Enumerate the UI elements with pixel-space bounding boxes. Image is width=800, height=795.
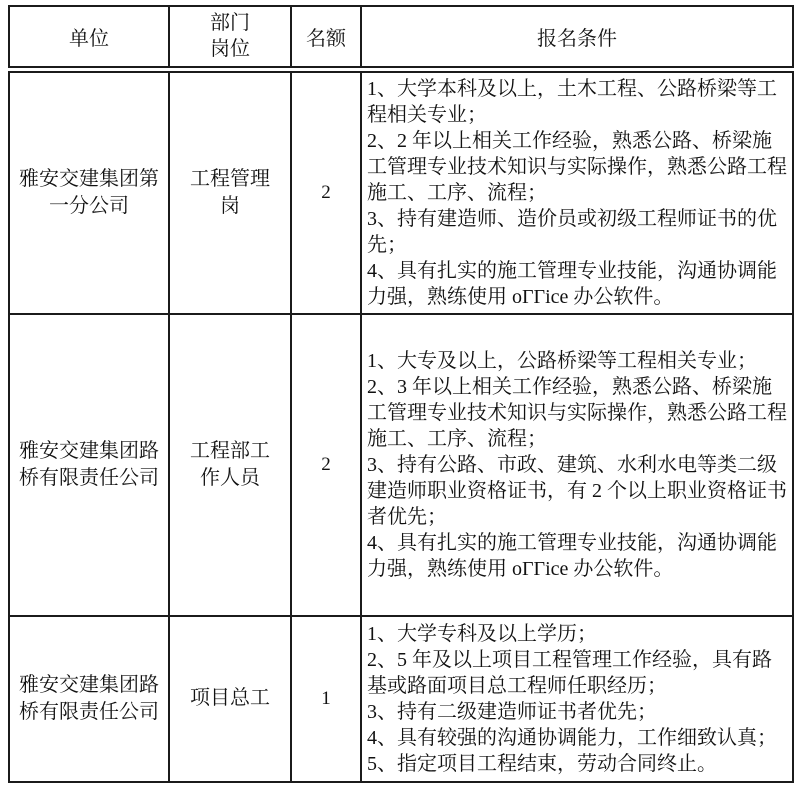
table-row <box>9 314 793 616</box>
condition-item: 2、5 年及以上项目工程管理工作经验，具有路基或路面项目总工程师任职经历； <box>367 648 772 697</box>
condition-item: 2、2 年以上相关工作经验，熟悉公路、桥梁施工管理专业技术知识与实际操作，熟悉公路工程施工、工序、流程； <box>367 129 787 204</box>
position-cell: 工程管理岗 <box>169 69 291 314</box>
header-unit-label: 单位 <box>69 27 109 50</box>
header-department-position-label: 部门岗位 <box>210 12 250 61</box>
header-conditions-label: 报名条件 <box>537 27 617 50</box>
condition-item: 1、大专及以上，公路桥梁等工程相关专业； <box>367 349 757 372</box>
header-quota <box>291 6 361 69</box>
condition-item: 4、具有较强的沟通协调能力，工作细致认真； <box>367 726 777 749</box>
condition-item: 2、3 年以上相关工作经验，熟悉公路、桥梁施工管理专业技术知识与实际操作，熟悉公路工程施工、工序、流程； <box>367 375 787 450</box>
table-row <box>9 69 793 314</box>
header-conditions <box>361 6 793 69</box>
table-row <box>9 616 793 782</box>
conditions-cell <box>361 616 793 782</box>
conditions-cell <box>361 69 793 314</box>
condition-item: 4、具有扎实的施工管理专业技能，沟通协调能力强，熟练使用 oΓΓice 办公软件。 <box>367 531 777 580</box>
header-quota-label: 名额 <box>306 27 346 50</box>
recruitment-table <box>8 5 794 783</box>
unit-cell: 雅安交建集团第一分公司 <box>9 69 169 314</box>
position-cell: 项目总工 <box>169 616 291 782</box>
unit-cell: 雅安交建集团路桥有限责任公司 <box>9 314 169 616</box>
header-department-position <box>169 6 291 69</box>
header-row <box>9 6 793 69</box>
condition-item: 5、指定项目工程结束，劳动合同终止。 <box>367 752 717 775</box>
condition-item: 3、持有公路、市政、建筑、水利水电等类二级建造师职业资格证书，有 2 个以上职业资格证书者优先； <box>367 453 787 528</box>
header-unit <box>9 6 169 69</box>
quota-cell: 2 <box>291 314 361 616</box>
position-cell: 工程部工作人员 <box>169 314 291 616</box>
condition-item: 1、大学本科及以上，土木工程、公路桥梁等工程相关专业； <box>367 77 777 126</box>
unit-cell: 雅安交建集团路桥有限责任公司 <box>9 616 169 782</box>
condition-item: 3、持有二级建造师证书者优先； <box>367 700 657 723</box>
quota-cell: 2 <box>291 69 361 314</box>
condition-item: 4、具有扎实的施工管理专业技能，沟通协调能力强，熟练使用 oΓΓice 办公软件。 <box>367 259 777 308</box>
condition-item: 1、大学专科及以上学历； <box>367 622 597 645</box>
quota-cell: 1 <box>291 616 361 782</box>
conditions-cell <box>361 314 793 616</box>
condition-item: 3、持有建造师、造价员或初级工程师证书的优先； <box>367 207 777 256</box>
